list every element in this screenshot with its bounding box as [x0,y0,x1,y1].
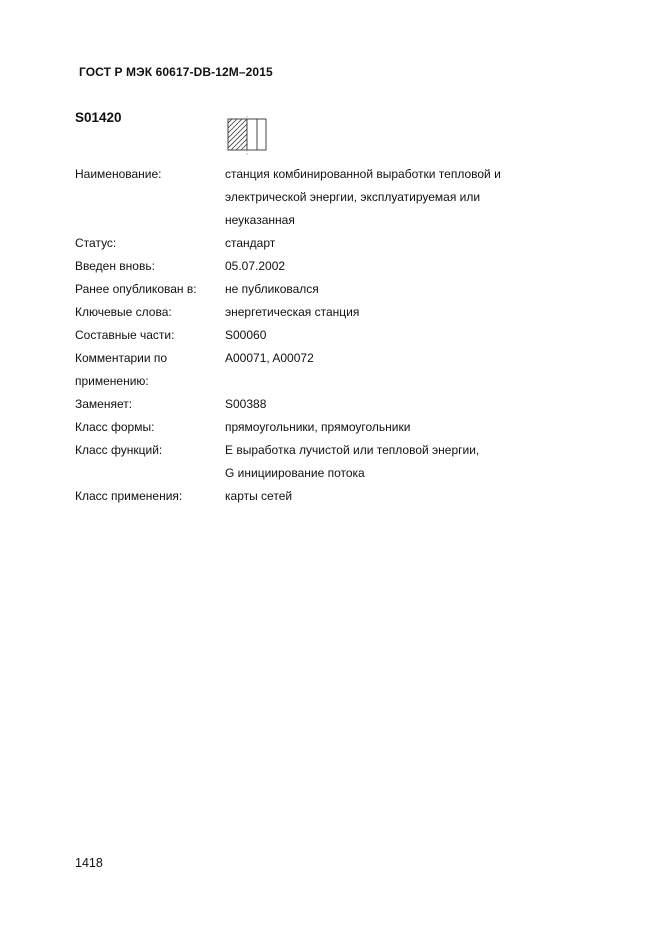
field-value-line: карты сетей [225,489,293,503]
document-header: ГОСТ Р МЭК 60617-DB-12M–2015 [79,65,273,79]
field-row-introduced [75,255,555,278]
field-value-line: 05.07.2002 [225,259,286,273]
field-value [225,416,555,439]
field-label: Наименование: [75,167,162,181]
field-value [225,278,555,301]
field-value [225,393,555,416]
field-value-line: неуказанная [225,213,295,227]
field-row-replaces [75,393,555,416]
field-value [225,301,555,324]
field-row-application-class [75,485,555,508]
field-label-line: применению: [75,374,149,388]
field-row-published [75,278,555,301]
field-value-line: стандарт [225,236,276,250]
field-label [75,347,225,393]
field-label: Составные части: [75,328,175,342]
field-value-line: станция комбинированной выработки тепловой и [225,167,501,181]
field-label: Ранее опубликован в: [75,282,197,296]
field-list [75,163,555,508]
hatched-rectangle-symbol-icon [226,116,268,156]
field-value-line: прямоугольники, прямоугольники [225,420,411,434]
field-value-line: E выработка лучистой или тепловой энергии, [225,443,480,457]
field-value [225,347,555,393]
field-label: Заменяет: [75,397,133,411]
field-value [225,439,555,485]
field-label: Введен вновь: [75,259,155,273]
field-value [225,163,555,232]
field-value-line: S00060 [225,328,267,342]
field-value-line: G инициирование потока [225,466,365,480]
field-value [225,232,555,255]
field-value-line: энергетическая станция [225,305,360,319]
symbol-code: S01420 [75,110,122,125]
field-value-line: не публиковался [225,282,319,296]
field-value [225,255,555,278]
field-label: Класс применения: [75,489,183,503]
field-row-function-class [75,439,555,485]
page-number: 1418 [75,856,103,870]
field-value [225,324,555,347]
field-row-name [75,163,555,232]
field-label: Ключевые слова: [75,305,172,319]
field-value-line: электрической энергии, эксплуатируемая или [225,190,481,204]
field-row-keywords [75,301,555,324]
field-row-comments [75,347,555,393]
field-value-line: A00071, A00072 [225,351,314,365]
field-label-line: Комментарии по [75,351,168,365]
field-label: Статус: [75,236,117,250]
field-value-line: S00388 [225,397,267,411]
field-label: Класс формы: [75,420,155,434]
field-row-components [75,324,555,347]
field-row-status [75,232,555,255]
field-row-shape-class [75,416,555,439]
field-value [225,485,555,508]
field-label: Класс функций: [75,443,163,457]
